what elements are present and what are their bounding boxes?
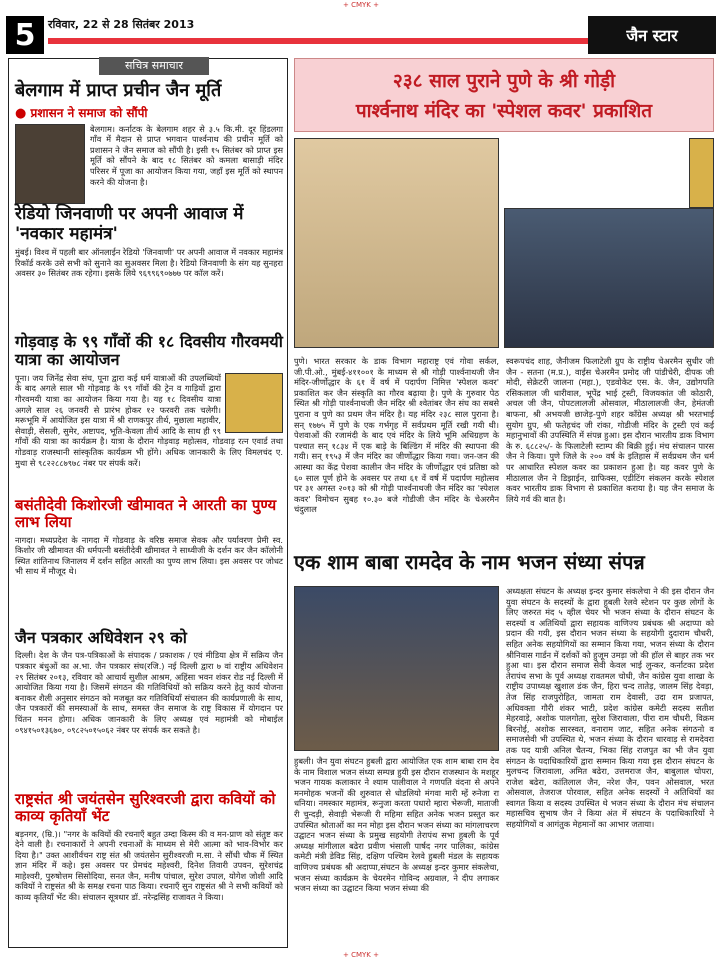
section-tag: सचित्र समाचार (99, 57, 209, 75)
headline-line1: २३८ साल पुराने पुणे के श्री गोड़ी (392, 70, 616, 92)
bhajan-body-col2: अध्यक्षता संघटन के अध्यक्ष इन्दर कुमार संकलेचा ने की इस दौरान जैन युवा संघटन के सदस्यों के द्वारा हुबली रेलवे स्टेशन पर कुछ लोगों के लिए जरुरत मंद ५ व्हील चेयर भी भजन संध्या के दौरान संघटन के सदस्यों व अतिथियों द्वारा सहायक वाणिज्य प्रबंधक श्री अदाप्पा को प्रदान की गयी, इस दौरान भजन संध्या के सहयोगी दुदाराम चौधरी, सहित अनेक सहयोगियों का सम्मान किया गया, भजन संध्या के दौरान श्रीनिवास गार्डन में दर्शकों को हुजूम उमड़ा जो की हॉल से बाहर तक भर हुआ था। इस दौरान समाज सेवी केवल भाई लुन्कर, कर्नाटका प्रदेश तेरापंथ सभा के पूर्व अध्यक्ष रावतमल चोधी, जैन कांग्रेस युवा शाखा के राष्ट्रीय उपाध्यक्ष खुशाल डंक जैन, हिरा चन्द तातेड़, जालम सिंह देवड़ा, तेज सिंह राजपुरोहित, जामता राम देवासी, उदा राम प्रजापत, अधिवक्ता गौरी शंकर भाटी, प्रदेश कांग्रेस कमेटी सदस्य सतीश मेहरवाड़े, अशोक पालगोता, सुरेश जिरावाला, पीरा राम चौधरी, विक्रम बिरनोई, अशोक सारस्वत, वनाराम जाट, सहित अनेक संगठनो व समाजसेवी भी उपस्थित थे, भजन संध्या के दौरान धारवाड़ से रामदेवरा तक पद यात्री अनिल चैतन्य, भिका सिंह राजपुत का भी जैन युवा संगठन के पदाधिकारियों द्वारा सम्मान किया गया इस दौरान संघटन के मुलचन्द जिरावाला, अमित बढेरा, उत्तमराज जैन, बाबुलाल चोपरा, राजेश बढेरा, कांतिलाल जैन, नरेश जैन, पवन ओसवाल, भरत ओसवाल, तेजराज पोरवाल, सहित अनेक सदस्यों ने अतिथियों का स्वागत किया व सदस्य उपस्थित थे भजन संध्या के दौरान मंच संचालन महासचिव सुभाष जैन ने किया अंत में संघटन के पदाधिकारियों ने सहयोगियों व आगंतुक मेहमानों का आभार जताया। (506, 586, 714, 830)
headline-box (294, 58, 714, 132)
story-body: मुंबई। विश्व में पहली बार ऑनलाईन रेडियो 'जिनवाणी' पर अपनी आवाज में नवकार महामंत्र रिकॉर्ड करके उसे सभी को सुनाने का सुअवसर मिला है। रेडियो जिनवाणी के संग यह सुनहरा अवसर ३० सितंबर तक रहेगा। इसके लिये ९६९९६९०७७७ पर कॉल करें। (15, 247, 283, 279)
page-header (6, 16, 716, 54)
page-number: 5 (6, 16, 44, 54)
right-column (294, 58, 714, 948)
story-basantidevi (15, 497, 283, 577)
story-godwad (15, 333, 283, 468)
headline-line2: पार्श्वनाथ मंदिर का 'स्पेशल कवर' प्रकाशित (355, 100, 653, 122)
temple-photo (294, 138, 499, 348)
article-body-col2: स्वरूपचंद शाह, जैनीजम फिलाटेली ग्रुप के राष्ट्रीय चेअरमैन सुधीर जी जैन - सतना (म.प्र.), वाईस चेअरमैन प्रमोद जी पांडीचेरी, दीपक जी मोदी, सेक्रेटरी जालना (महा.), एडवोकेट एस. के. जैन, उद्योगपति रसिकलाल जी धारीवाल, भूपेंद्र भाई ट्रस्टी, विजयकांत जी कोठारी, अचल जी जैन, पोपटलालजी ओसवाल, मीठालालजी जैन, हेमंतजी बाफना, श्री अभयजी छाजेड़-पुणे शहर काँग्रेस अध्यक्ष श्री भरतभाई सुयोग ग्रुप, श्री फतेहचंद जी रांका, गोडीजी मंदिर के ट्रस्टी एवं कई महानुभावों की उपस्थिति में संपन्न हुआ। इस दौरान भारतीय डाक विभाग के रु. ६८८२५/- के फिलाटेली स्टाम्प की बिक्री हुई। मंच संचालन पारस जैन ने किया। पुणे जिले के २०० वर्ष के इतिहास में सर्वप्रथम जैन धर्म पर आधारित स्पेशल कवर का प्रकाशन हुआ है। यह कवर पुणे के मीठालाल जैन ने डिझाईन, ग्राफिक्स, एडीटिंग संकलन करके स्पेशल कवर भारतीय डाक विभाग से प्रकाशित कराया है। यह जैन समाज के लिये गर्व की बात है। (506, 356, 714, 504)
story-title: बेलगाम में प्राप्त प्रचीन जैन मूर्ति (15, 80, 222, 101)
story-body: दिल्ली। देश के जैन पत्र-पत्रिकाओं के संपादक / प्रकाशक / एवं मीडिया क्षेत्र में सक्रिय जैन पत्रकार बंधुओं का अ.भा. जैन पत्रकार संघ(रजि.) नई दिल्ली द्वारा ७ वां राष्ट्रीय अधिवेशन २९ सितंबर २०१३, रविवार को आचार्य सुशील आश्रम, अहिंसा भवन शंकर रोड नई दिल्ली में आयोजित किया गया है। जिसमें संगठन की गतिविधियों को सक्रिय करने हेतु कार्य योजना बनाकर शैली अनुसार संगठन को मजबूत कर गतिविधियाँ संचालन की कार्यप्रणाली के साथ, जैन पत्रकारों की समस्याओं के साथ, समस्त जैन समाज के राष्ट्र विकास में योगदान पर चिंतन मनन होगा। अधिक जानकारी के लिए अध्यक्ष एवं महामंत्री को मोबाईल ०९४१५०१३६७०, ०९८२५०१५०६२ नंबर पर संपर्क कर सकते है। (15, 650, 283, 735)
story-title: बसंतीदेवी किशोरजी खीमावत ने आरती का पुण्य लाभ लिया (15, 496, 277, 532)
story-title: राष्ट्रसंत श्री जयंतसेन सुरिश्वरजी द्वारा कवियों को काव्य कृतियाँ भेंट (15, 790, 276, 826)
story-body: बड़नगर, (म्रि.)। "नगर के कवियों की रचनाएँ बहुत उम्दा किस्म की व मन-प्राण को संतुष्ट कर देने वाली है। रचनाकारों ने अपनी रचनाओं के माध्यम से मेरी आत्मा को भाव-विभोर कर दिया है।" उक्त आशीर्वचन राष्ट्र संत श्री जयंतसेन सुरीश्वरजी म.सा. ने सौंधी चौक में स्थित ज्ञान मंदिर में कहे। इस अवसर पर प्रेमचंद महेश्वरी, दिनेश तिवारी उपवन, सुरेशचंद्र माहेश्वरी, पुरुषोत्तम सिसोदिया, सनत जैन, मनीष पांचाल, सुरेश उपाल, योगेश जोशी आदि कवियों ने राष्ट्रसंत श्री के समक्ष रचना पाठ किया। रचनाएँ सुन राष्ट्रसंत श्री ने सभी कवियों को काव्य कृतियाँ भेंट की। संचालन सूत्रधार डॉ. नरेन्द्रसिंह राजावत ने किया। (15, 828, 283, 903)
story-patrakar (15, 629, 283, 735)
story-jayantsen (15, 791, 283, 903)
bullet-icon: ● (15, 105, 27, 121)
left-column (8, 58, 288, 948)
story-belgaum (15, 81, 283, 204)
story-title: गोड़वाड़ के ९९ गाँवों की १८ दिवसीय गौरवमयी यात्रा का आयोजन (15, 332, 283, 370)
stamp-photo (689, 138, 714, 208)
story-body: बेलगाम। कर्नाटक के बेलगाम शहर से ३.५ कि.मी. दूर हिंडलगा गाँव में मैदान से प्राप्त भगवान पार्श्वनाथ की प्रचीन मूर्ति को प्रशासन ने जैन समाज को सौंपी है। इसी १५ सितंबर को प्राप्त इस मूर्ति को सौंपने के बाद १८ सितंबर को कमला बासाड़ी मंदिर परिसर में पूजा का आयोजन किया गया, जहाँ इस मूर्ति को स्थापन करने की योजना है। (90, 123, 283, 187)
bhajan-body-col1: हुबली। जैन युवा संघटन हुबली द्वारा आयोजित एक शाम बाबा राम देव के नाम विशाल भजन संध्या सम्पन्न हुयी इस दौरान राजस्थान के मशहूर भजन गायक कलाकार ने श्याम पालीवाल ने गणपति वंदना से अपने मनमोहक भजनों की शुरुवात से धोडलियो मंगवा मारी म्हें रुनेजा रा धनिया। नमस्कार महामंत्र, रूनुजा करता पधारो म्हारा भेरूजी, माताजी री चुन्दड़ी, सेवाड़ी भेरूजी री महिमा सहित अनेक भजन प्रस्तुत कर उपस्थित श्रोताओं का मन मोहा इस दौरान भजन संध्या का मांगलाचरण उद्घाटन भजन संध्या के प्रमुख सहयोगी तेरापंथ सभा हुबली के पूर्व अध्यक्ष मांगीलाल बढेरा प्रवीण भंसाली पार्षद नगर पालिका, कांग्रेस कमेटी मंत्री डेविड सिंह, दक्षिण पश्चिम रेलवे हुबली मंडल के सहायक वाणिज्य प्रबंधक श्री अदाप्पा,संघटन के अध्यक्ष इन्दर कुमार संकलेचा, भजन संध्या कार्यक्रम के चेयरमेन गोविन्द अग्रवाल, ने दीप लगाकर भजन संध्या का उद्घाटन किया भजन संध्या की (294, 756, 499, 894)
bhajan-event-photo (294, 586, 499, 751)
registration-mark-top: + CMYK + (343, 1, 379, 9)
story-radio (15, 205, 283, 279)
story-body: नागदा। मध्यप्रदेश के नागदा में गोडवाड़ के वरिष्ठ समाज सेवक और पर्यावरण प्रेमी स्व. किशोर जी खीमावत की धर्मपत्नी बसंतीदेवी खीमावत ने साध्वीजी के दर्शन कर जैन कॉलोनी स्थित शांतिनाथ जिनालय में दर्शन सहित आरती का पुण्य लाभ लिया। इस अवसर पर जोधट भी साथ में मौजूद थे। (15, 534, 283, 577)
subtitle-text: प्रशासन ने समाज को सौंपी (30, 105, 148, 120)
story-title: जैन पत्रकार अधिवेशन २९ को (15, 628, 187, 647)
masthead-brand: जैन स्टार (588, 16, 716, 54)
release-ceremony-photo (504, 208, 714, 348)
header-stripe (48, 38, 588, 44)
idol-photo (15, 124, 85, 204)
story-body: पूना। जय जिनेंद्र सेवा संघ, पूना द्वारा कई धर्म यात्राओं की उपलब्धियों के बाद अगले साल भी गोड़वाड़ के ९९ गाँवों की ट्रेन व गाड़ियों द्वारा गौरवमयी यात्रा का आयोजन किया गया है। यह १८ दिवसीय यात्रा अगले साल २६ जनवरी से प्रारंभ होकर १२ फरवरी तक चलेगी। मरूभूमि में आयोजित इस यात्रा में श्री राणकपुर तीर्थ, मुछाला महावीर, सेवाड़ी, सेसली, सुमेर, अष्टापद, भूति-केवला तीर्थ आदि के साथ ही ९९ गाँवों की यात्रा का कार्यक्रम है। यात्रा के दौरान गोड़वाड़ महोत्सव, गोडवाड़ रत्न एवार्ड तथा गोडवाड़ राजस्थानी सांस्कृतिक कार्यक्रम भी होंगे। अधिक जानकारी के लिए विमलचंद ए. मुथा से ९८२२८८७९७८ नंबर पर संपर्क करें। (15, 372, 283, 468)
cmyk-mark: CMYK (351, 1, 371, 9)
registration-mark-bottom: + CMYK + (343, 951, 379, 959)
bhajan-headline: एक शाम बाबा रामदेव के नाम भजन संध्या संपन्न (294, 550, 645, 574)
yatra-photo (225, 373, 283, 433)
issue-date: रविवार, 22 से 28 सितंबर 2013 (48, 18, 195, 31)
story-subtitle (15, 104, 283, 121)
story-title: रेडियो जिनवाणी पर अपनी आवाज में 'नवकार महामंत्र' (15, 204, 244, 244)
article-body-col1: पुणे। भारत सरकार के डाक विभाग महाराष्ट्र एवं गोवा सर्कल, जी.पी.ओ., मुंबई-४११००१ के माध्यम से श्री गोड़ी पार्श्वनाथजी जैन मंदिर-जीर्णोद्धार के ६१ वें वर्ष में पदार्पण निमित्त 'स्पेशल कवर' प्रकाशित कर जैन संस्कृति का गौरव बढ़ाया है। पुणे के गुरुवार पेठ स्थित श्री गोड़ी पार्श्वनाथजी जैन मंदिर श्री श्वेतांबर जैन संघ का सबसे पुराना व पुणे का प्रथम जैन मंदिर है। यह मंदिर २३८ साल पुराना है। सन् १७७५ में पुणे के एक गर्भगृह में सर्वप्रथम मूर्ति रखी गयी थी। पेशवाओं की रजामंदी के बाद एवं मंदिर के लिये भूमि अधिग्रहण के पश्चात सन् १८३४ में एक बाड़े के बिल्डिंग में मंदिर की स्थापना की गयी। सन् १९५३ में जैन मंदिर का जीर्णोद्धार किया गया। जन-जन की आस्था का केंद्र पेशवा कालीन जैन मंदिर के जीर्णोद्धार एवं प्रतिष्ठा को ६० साल पूर्ण होने के अवसर पर तथा ६१ वें वर्ष में पदार्पण महोत्सव पर ३१ अगस्त २०१३ को श्री गोड़ी पार्श्वनाथजी जैन मंदिर का 'स्पेशल कवर' विमोचन सुबह १०.३० बजे गोडीजी जैन मंदिर के चेअरमैन चंदुलाल (294, 356, 499, 515)
